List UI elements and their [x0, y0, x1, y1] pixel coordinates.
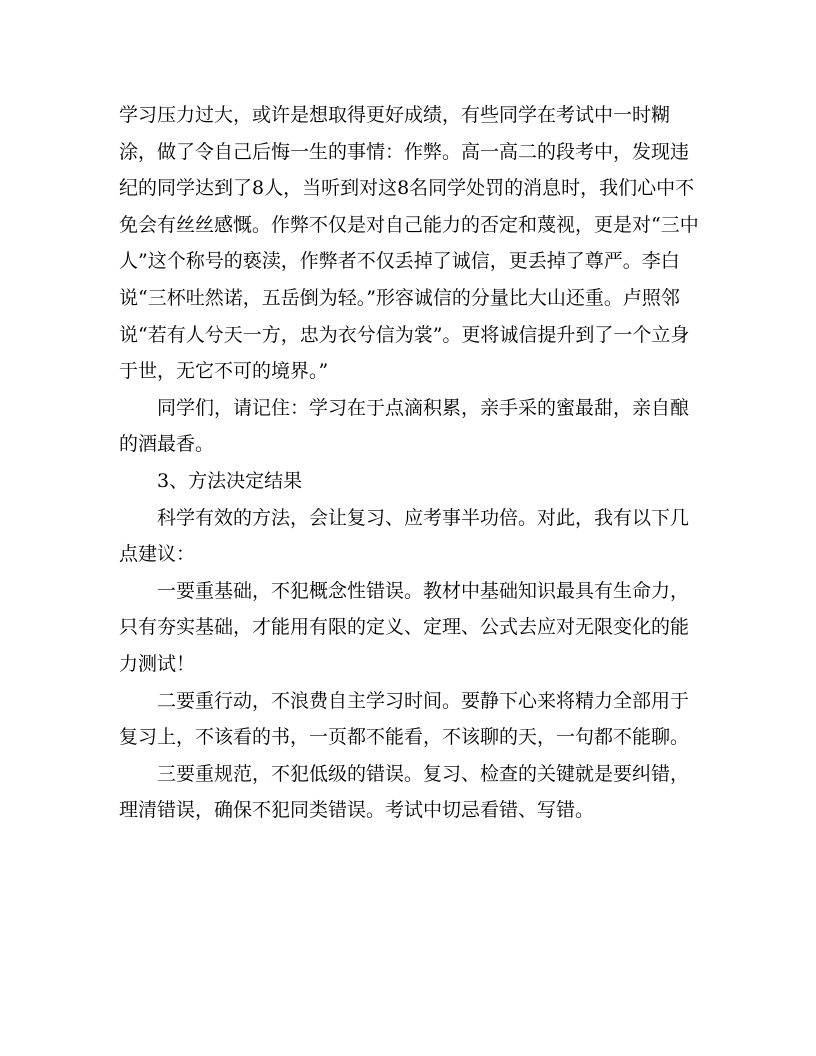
paragraph-method-intro: 科学有效的方法，会让复习、应考事半功倍。对此，我有以下几点建议：: [119, 506, 690, 566]
paragraph-accumulation: 同学们，请记住：学习在于点滴积累，亲手采的蜜最甜，亲自酿的酒最香。: [119, 396, 690, 456]
paragraph-integrity: 学习压力过大，或许是想取得更好成绩，有些同学在考试中一时糊涂，做了令自己后悔一生的事情：作弊。高一高二的段考中，发现违纪的同学达到了8人，当听到对这8名同学处罚的消息时，我们心中不免会有丝丝感慨。作弊不仅是对自己能力的否定和蔑视，更是对“三中人”这个称号的亵渎，作弊者不仅丢掉了诚信，更丢掉了尊严。李白说“三杯吐然诺，五岳倒为轻。”形容诚信的分量比大山还重。卢照邻说“若有人兮天一方，忠为衣兮信为裳”。更将诚信提升到了一个立身于世，无它不可的境界。”: [119, 104, 699, 383]
paragraph-suggestion-action: 二要重行动，不浪费自主学习时间。要静下心来将精力全部用于复习上，不该看的书，一页都不能看，不该聊的天，一句都不能聊。: [119, 689, 690, 749]
section-heading-method: 3、方法决定结果: [157, 469, 303, 492]
paragraph-suggestion-basics: 一要重基础，不犯概念性错误。教材中基础知识最具有生命力，只有夯实基础，才能用有限的定义、定理、公式去应对无限变化的能力测试！: [119, 579, 690, 675]
paragraph-suggestion-standards: 三要重规范，不犯低级的错误。复习、检查的关键就是要纠错，理清错误，确保不犯同类错误。考试中切忌看错、写错。: [119, 762, 690, 822]
document-body: [119, 97, 699, 829]
